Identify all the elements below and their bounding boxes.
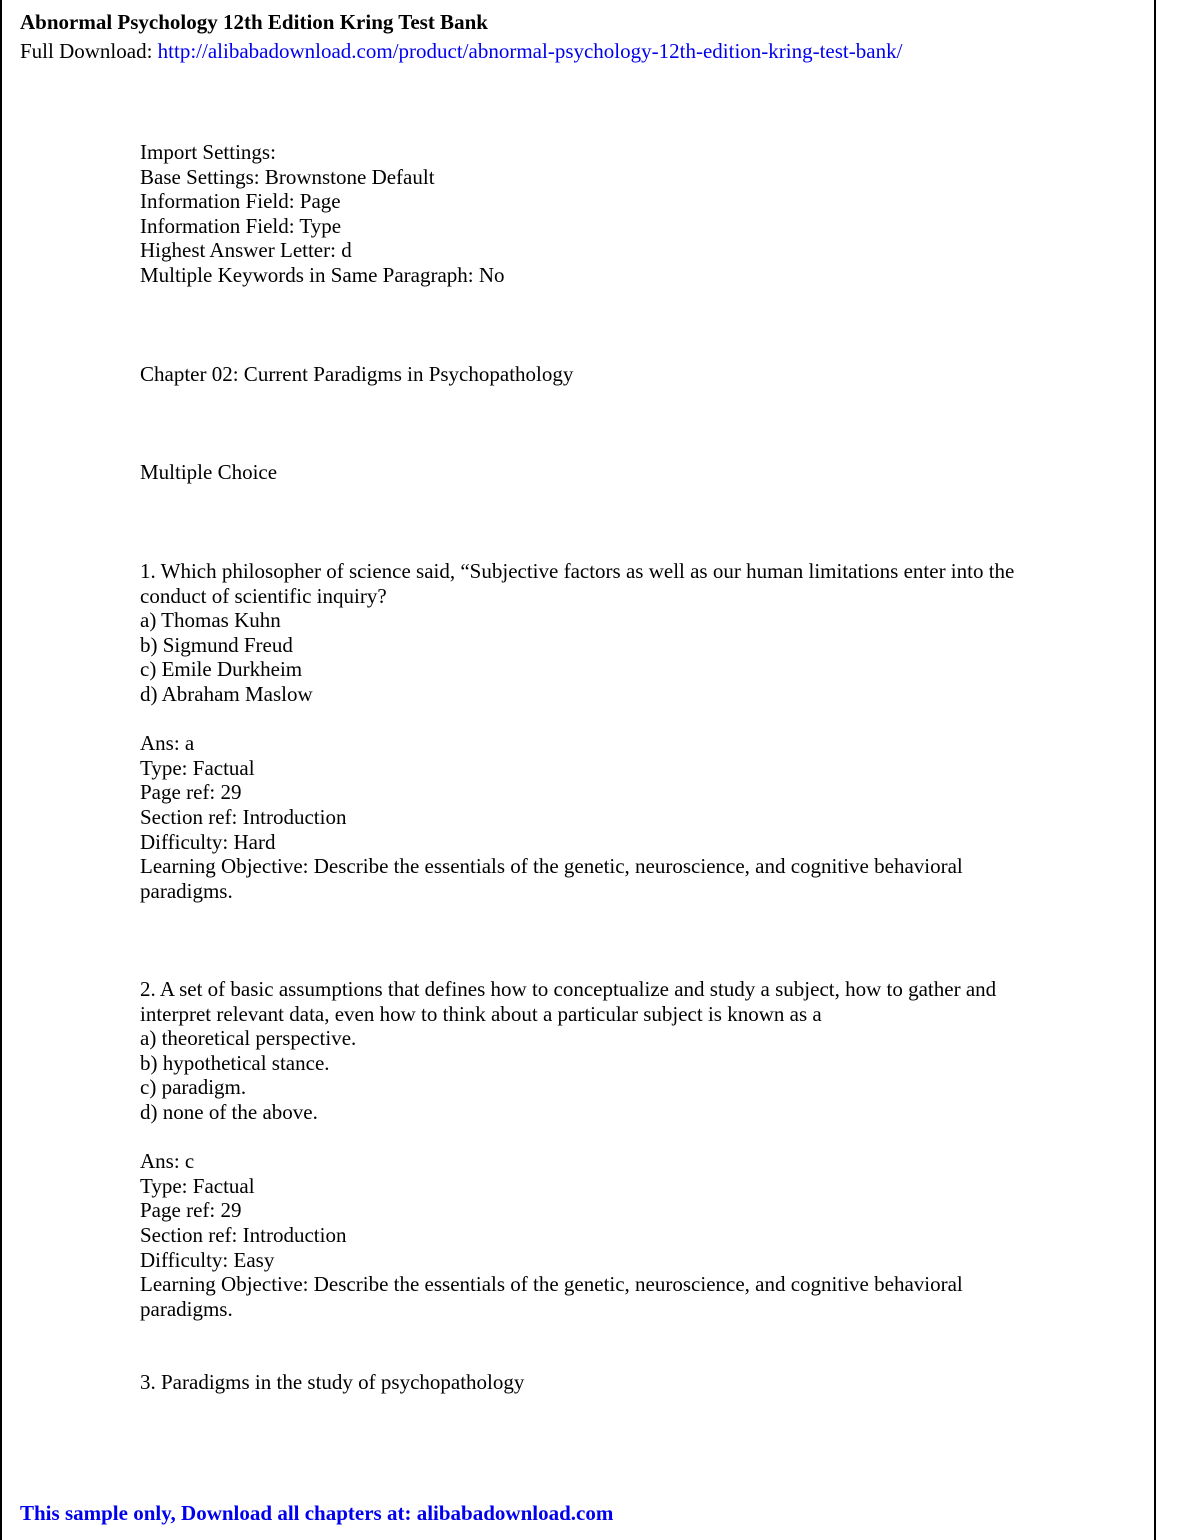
question-text: interpret relevant data, even how to think about a particular subject is known as a <box>140 1001 822 1026</box>
answer-option: a) Thomas Kuhn <box>140 608 281 633</box>
page-ref: Page ref: 29 <box>140 1198 242 1223</box>
learning-objective: paradigms. <box>140 878 233 903</box>
question-text: 2. A set of basic assumptions that defines how to conceptualize and study a subject, how to gather and <box>140 977 997 1001</box>
download-line <box>20 39 902 63</box>
spacer <box>140 1125 1040 1150</box>
difficulty: Difficulty: Hard <box>140 829 276 854</box>
section-ref: Section ref: Introduction <box>140 804 347 829</box>
footer-download-note: This sample only, Download all chapters at: alibabadownload.com <box>20 1501 614 1525</box>
answer-option: d) none of the above. <box>140 1099 318 1124</box>
download-label: Full Download: <box>20 39 158 63</box>
document-title: Abnormal Psychology 12th Edition Kring Test Bank <box>20 10 488 34</box>
question-type: Type: Factual <box>140 755 255 780</box>
page-ref: Page ref: 29 <box>140 780 242 805</box>
learning-objective: Learning Objective: Describe the essentials of the genetic, neuroscience, and cognitive behavioral <box>140 1272 963 1297</box>
difficulty: Difficulty: Easy <box>140 1247 275 1272</box>
section-heading <box>140 460 1040 485</box>
answer-option: d) Abraham Maslow <box>140 681 313 706</box>
import-settings-heading: Import Settings: <box>140 140 276 164</box>
section-title: Multiple Choice <box>140 460 278 484</box>
learning-objective: Learning Objective: Describe the essentials of the genetic, neuroscience, and cognitive behavioral <box>140 854 963 879</box>
import-settings <box>140 140 1040 288</box>
question-text: 1. Which philosopher of science said, “Subjective factors as well as our human limitations enter into the <box>140 559 1015 583</box>
import-setting-line: Multiple Keywords in Same Paragraph: No <box>140 262 505 287</box>
answer-option: a) theoretical perspective. <box>140 1026 357 1051</box>
import-setting-line: Base Settings: Brownstone Default <box>140 164 435 189</box>
question-type: Type: Factual <box>140 1173 255 1198</box>
chapter-heading <box>140 362 1040 387</box>
chapter-title: Chapter 02: Current Paradigms in Psychopathology <box>140 362 574 386</box>
answer-key: Ans: c <box>140 1149 195 1174</box>
question-1 <box>140 559 1040 903</box>
import-setting-line: Information Field: Page <box>140 189 341 214</box>
answer-option: c) Emile Durkheim <box>140 657 303 682</box>
answer-option: c) paradigm. <box>140 1075 247 1100</box>
question-2 <box>140 977 1040 1321</box>
question-text: 3. Paradigms in the study of psychopathology <box>140 1370 525 1394</box>
spacer <box>140 707 1040 732</box>
answer-option: b) Sigmund Freud <box>140 632 293 657</box>
answer-option: b) hypothetical stance. <box>140 1050 330 1075</box>
question-3 <box>140 1370 1040 1395</box>
import-setting-line: Information Field: Type <box>140 213 342 238</box>
question-text: conduct of scientific inquiry? <box>140 583 387 608</box>
import-setting-line: Highest Answer Letter: d <box>140 238 352 263</box>
download-link[interactable]: http://alibabadownload.com/product/abnormal-psychology-12th-edition-kring-test-bank/ <box>157 39 903 63</box>
learning-objective: paradigms. <box>140 1296 233 1321</box>
section-ref: Section ref: Introduction <box>140 1222 347 1247</box>
answer-key: Ans: a <box>140 731 195 756</box>
